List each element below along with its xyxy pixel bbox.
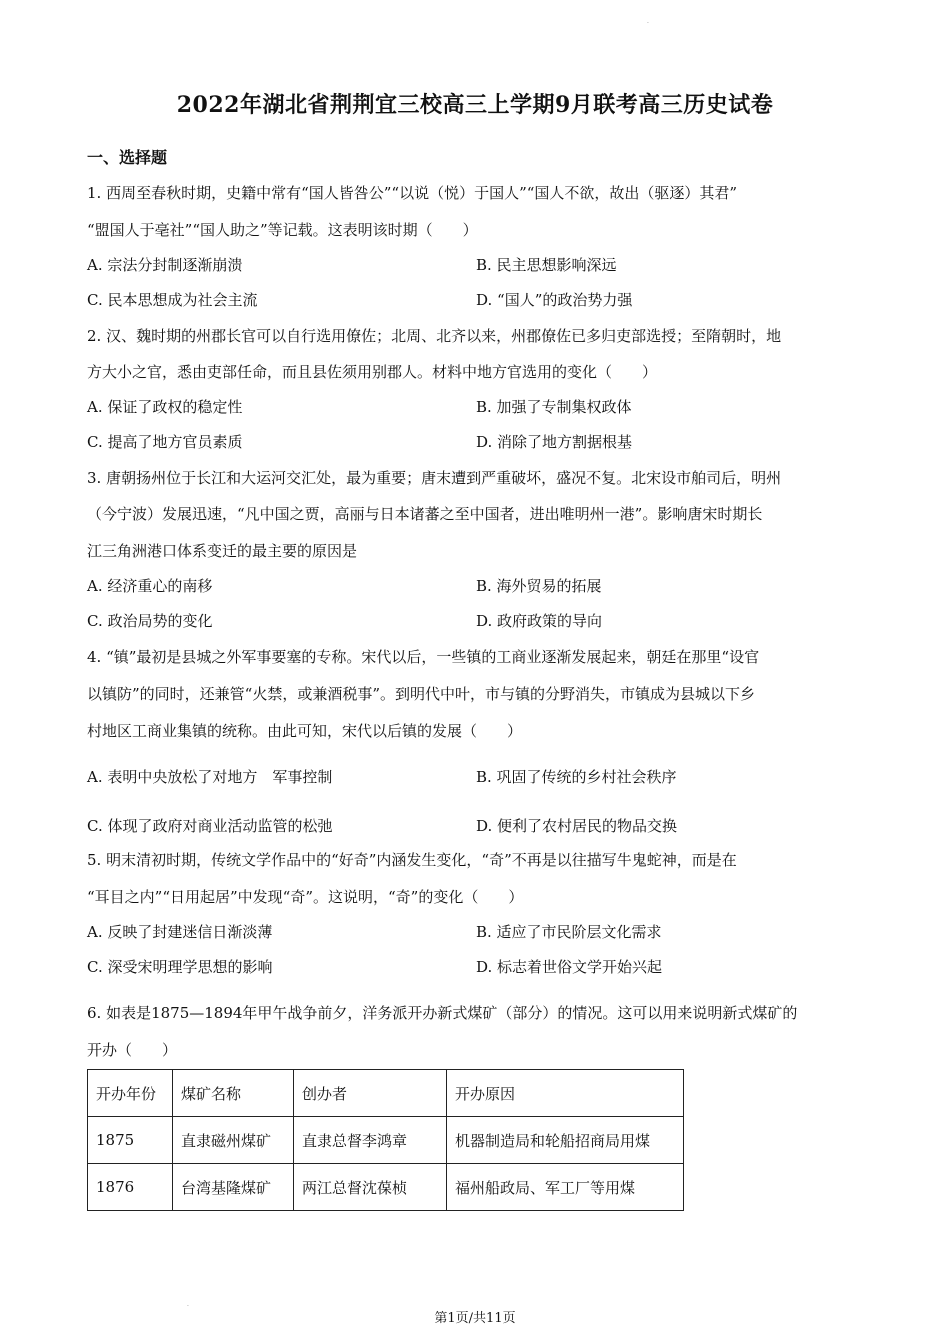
table-cell: 直隶总督李鸿章 <box>294 1117 447 1164</box>
table-cell: 台湾基隆煤矿 <box>173 1164 294 1211</box>
speck-mark: · <box>647 20 649 27</box>
table-cell: 机器制造局和轮船招商局用煤 <box>447 1117 684 1164</box>
coal-mine-table <box>87 1069 684 1211</box>
table-row <box>88 1117 684 1164</box>
q4-stem-line1: 4. “镇”最初是县城之外军事要塞的专称。宋代以后，一些镇的工商业逐渐发展起来，朝廷在那里“设官 <box>87 648 760 666</box>
q1-stem-line2: “盟国人于亳社”“国人助之”等记载。这表明该时期（ ） <box>87 221 478 239</box>
table-header-cell: 煤矿名称 <box>173 1070 294 1117</box>
q1-option-c: C. 民本思想成为社会主流 <box>87 291 258 309</box>
q4-option-a: A. 表明中央放松了对地方 军事控制 <box>87 768 333 786</box>
q3-stem-line2: （今宁波）发展迅速，“凡中国之贾，高丽与日本诸蕃之至中国者，进出唯明州一港”。影响唐宋时期长 <box>87 505 763 523</box>
q6-stem-line1: 6. 如表是1875—1894年甲午战争前夕，洋务派开办新式煤矿（部分）的情况。这可以用来说明新式煤矿的 <box>87 1004 798 1022</box>
q2-option-d: D. 消除了地方割据根基 <box>476 433 633 451</box>
table-cell: 1875 <box>88 1117 173 1164</box>
q1-stem-line1: 1. 西周至春秋时期，史籍中常有“国人皆咎公”“以说（悦）于国人”“国人不欲，故出（驱逐）其君” <box>87 184 738 202</box>
q2-option-a: A. 保证了政权的稳定性 <box>87 398 243 416</box>
q5-option-b: B. 适应了市民阶层文化需求 <box>476 923 662 941</box>
page-footer: 第1页/共11页 <box>434 1311 516 1326</box>
table-header-cell: 开办原因 <box>447 1070 684 1117</box>
q4-option-b: B. 巩固了传统的乡村社会秩序 <box>476 768 677 786</box>
q5-option-d: D. 标志着世俗文学开始兴起 <box>476 958 663 976</box>
speck-mark: · <box>187 1303 189 1310</box>
q1-option-b: B. 民主思想影响深远 <box>476 256 617 274</box>
table-cell: 直隶磁州煤矿 <box>173 1117 294 1164</box>
q4-option-d: D. 便利了农村居民的物品交换 <box>476 817 678 835</box>
table-header-cell: 创办者 <box>294 1070 447 1117</box>
page-title: 2022年湖北省荆荆宜三校高三上学期9月联考高三历史试卷 <box>176 92 774 118</box>
q2-option-b: B. 加强了专制集权政体 <box>476 398 632 416</box>
q5-option-a: A. 反映了封建迷信日渐淡薄 <box>87 923 273 941</box>
section-heading: 一、选择题 <box>87 148 168 167</box>
table-cell: 两江总督沈葆桢 <box>294 1164 447 1211</box>
q2-stem-line1: 2. 汉、魏时期的州郡长官可以自行选用僚佐；北周、北齐以来，州郡僚佐已多归吏部选授；至隋朝时，地 <box>87 327 782 345</box>
q2-stem-line2: 方大小之官，悉由吏部任命，而且县佐须用别郡人。材料中地方官选用的变化（ ） <box>87 363 658 381</box>
table-header-row <box>88 1070 684 1117</box>
table-row <box>88 1164 684 1211</box>
q4-stem-line2: 以镇防”的同时，还兼管“火禁，或兼酒税事”。到明代中叶，市与镇的分野消失，市镇成为县城以下乡 <box>87 685 756 703</box>
q3-option-a: A. 经济重心的南移 <box>87 577 213 595</box>
q6-stem-line2: 开办（ ） <box>87 1041 178 1059</box>
q5-option-c: C. 深受宋明理学思想的影响 <box>87 958 273 976</box>
table-cell: 福州船政局、军工厂等用煤 <box>447 1164 684 1211</box>
q3-stem-line3: 江三角洲港口体系变迁的最主要的原因是 <box>87 542 358 560</box>
q5-stem-line1: 5. 明末清初时期，传统文学作品中的“好奇”内涵发生变化，“奇”不再是以往描写牛鬼蛇神，而是在 <box>87 851 737 869</box>
q3-stem-line1: 3. 唐朝扬州位于长江和大运河交汇处，最为重要；唐末遭到严重破坏，盛况不复。北宋设市舶司后，明州 <box>87 469 782 487</box>
q2-option-c: C. 提高了地方官员素质 <box>87 433 243 451</box>
q1-option-a: A. 宗法分封制逐渐崩溃 <box>87 256 243 274</box>
q3-option-c: C. 政治局势的变化 <box>87 612 213 630</box>
table-header-cell: 开办年份 <box>88 1070 173 1117</box>
q5-stem-line2: “耳目之内”“日用起居”中发现“奇”。这说明，“奇”的变化（ ） <box>87 888 524 906</box>
q3-option-b: B. 海外贸易的拓展 <box>476 577 602 595</box>
q1-option-d: D. “国人”的政治势力强 <box>476 291 633 309</box>
q3-option-d: D. 政府政策的导向 <box>476 612 603 630</box>
q4-stem-line3: 村地区工商业集镇的统称。由此可知，宋代以后镇的发展（ ） <box>87 722 523 740</box>
q4-option-c: C. 体现了政府对商业活动监管的松弛 <box>87 817 333 835</box>
table-cell: 1876 <box>88 1164 173 1211</box>
